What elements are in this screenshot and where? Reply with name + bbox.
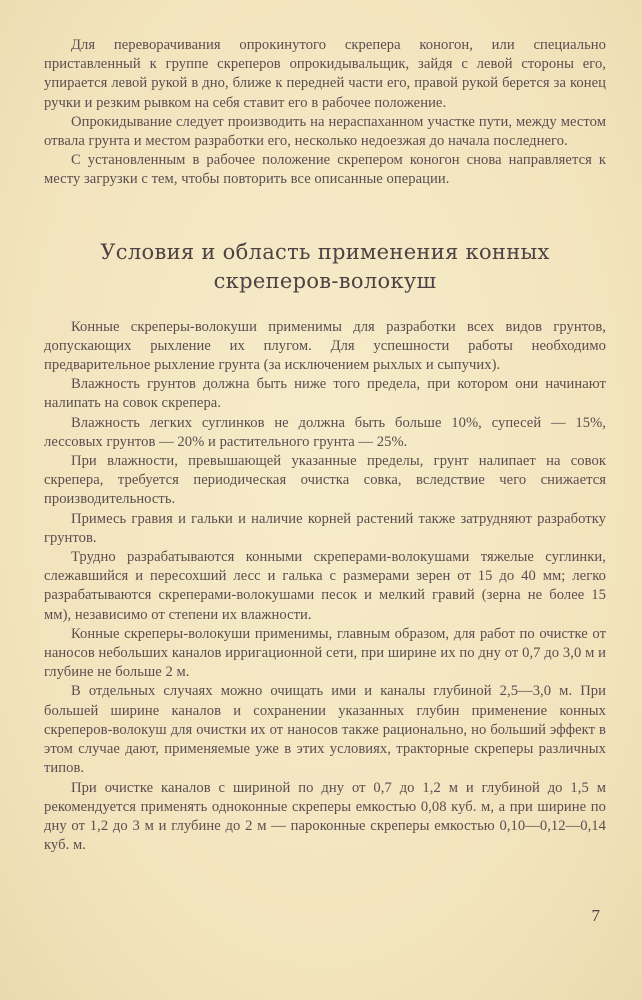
- paragraph: При очистке каналов с шириной по дну от 0,7 до 1,2 м и глубиной до 1,5 м рекомендуется применять одноконные скреперы емкостью 0,08 куб. м, а при ширине по дну от 1,2 до 3 м и глубине до 2 м — пароконные скреперы емкостью 0,10—0,12—0,14 куб. м.: [44, 779, 606, 854]
- section-heading: [44, 238, 606, 296]
- top-text-block: [44, 36, 606, 190]
- paragraph: При влажности, превышающей указанные пределы, грунт налипает на совок скрепера, требуется периодическая очистка совка, вследствие чего снижается производительность.: [44, 453, 606, 508]
- paragraph: С установленным в рабочее положение скрепером коногон снова направляется к месту загрузки с тем, чтобы повторить все описанные операции.: [44, 152, 606, 188]
- paragraph: Влажность легких суглинков не должна быть больше 10%, супесей — 15%, лессовых грунтов — 20% и растительного грунта — 25%.: [44, 414, 606, 450]
- paragraph: Трудно разрабатываются конными скреперами-волокушами тяжелые суглинки, слежавшийся и пересохший лесс и галька с размерами зерен от 15 до 40 мм; легко разрабатываются скреперами-волокушами песок и мелкий гравий (зерна не более 15 мм), независимо от степени их влажности.: [44, 549, 606, 623]
- section-heading-line-1: Условия и область применения конных: [100, 239, 550, 264]
- section-body: [44, 318, 606, 856]
- paragraph: Для переворачивания опрокинутого скрепера коногон, или специально приставленный к группе скреперов опрокидывальщик, зайдя с левой стороны его, упирается левой рукой в дно, ближе к передней части его, правой рукой берется за конец ручки и резким рывком на себя ставит его в рабочее положение.: [44, 37, 606, 111]
- paragraph: Примесь гравия и гальки и наличие корней растений также затрудняют разработку грунтов.: [44, 510, 606, 546]
- paragraph: В отдельных случаях можно очищать ими и каналы глубиной 2,5—3,0 м. При большей ширине каналов и сохранении указанных глубин применение конных скреперов-волокуш для очистки их от наносов также рационально, но больший эффект в этом случае дают, применяемые уже в этих условиях, тракторные скреперы различных типов.: [44, 683, 606, 777]
- paragraph: Конные скреперы-волокуши применимы, главным образом, для работ по очистке от наносов небольших каналов ирригационной сети, при ширине их по дну от 0,7 до 3,0 м и глубине не больше 2 м.: [44, 625, 606, 681]
- page-number: 7: [591, 906, 600, 925]
- paragraph: Опрокидывание следует производить на нераспаханном участке пути, между местом отвала грунта и местом разработки его, несколько недоезжая до начала последнего.: [44, 113, 606, 150]
- paragraph: Конные скреперы-волокуши применимы для разработки всех видов грунтов, допускающих рыхление их плугом. Для успешности работы необходимо предварительное рыхление грунта (за исключением рыхлых и сыпучих).: [44, 318, 606, 374]
- section-heading-line-2: скреперов-волокуш: [213, 268, 437, 293]
- book-page: [44, 36, 606, 855]
- paragraph: Влажность грунтов должна быть ниже того предела, при котором они начинают налипать на совок скрепера.: [44, 376, 606, 412]
